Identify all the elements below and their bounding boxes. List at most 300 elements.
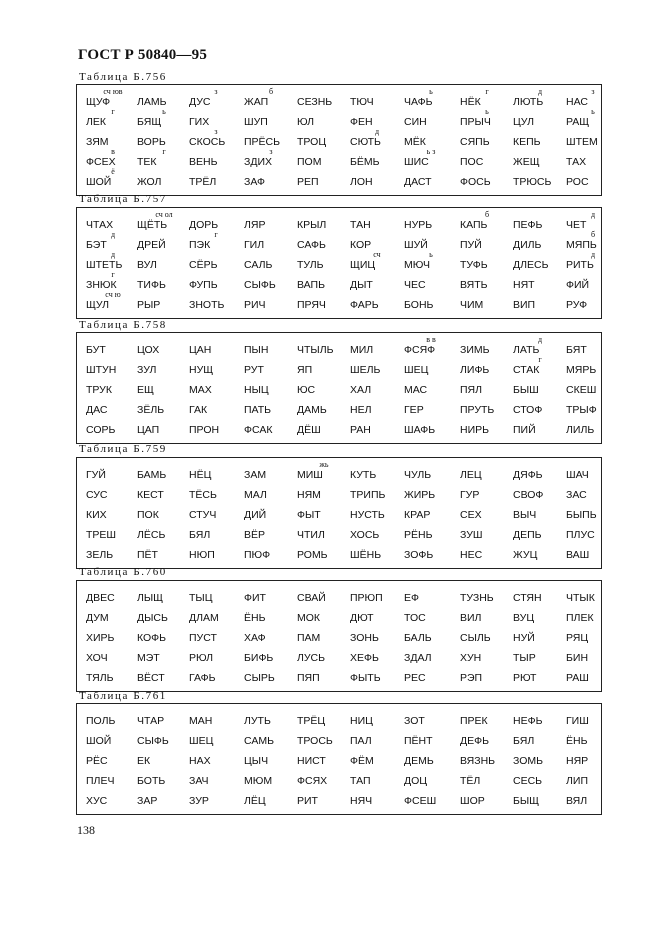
table-cell — [189, 584, 243, 604]
table-cell — [350, 271, 404, 291]
table-cell — [350, 664, 404, 684]
table-cell — [244, 521, 298, 541]
syllable-word: БЁМЬ — [350, 156, 380, 168]
table-cell — [86, 271, 140, 291]
table-cell — [350, 251, 404, 271]
table-row — [77, 787, 601, 807]
table-cell — [244, 148, 298, 168]
table-cell — [137, 727, 191, 747]
syllable-word: ЁНЬ — [566, 735, 588, 747]
syllable-word: БЯЩ — [137, 116, 162, 128]
table-row — [77, 128, 601, 148]
table-cell — [297, 664, 351, 684]
table-cell — [460, 644, 514, 664]
table-cell — [86, 624, 140, 644]
table-cell — [86, 584, 140, 604]
syllable-word: РАЩ — [566, 116, 590, 128]
table-row — [77, 291, 601, 311]
syllable-word: СЕСЬ — [513, 775, 543, 787]
table-cell — [513, 211, 567, 231]
table-cell — [513, 541, 567, 561]
table-cell — [460, 291, 514, 311]
table-cell — [86, 416, 140, 436]
table-cell — [189, 707, 243, 727]
syllable-word: ТУФЬ — [460, 259, 488, 271]
table-cell — [566, 727, 620, 747]
table-cell — [189, 271, 243, 291]
syllable-word: ФЕН — [350, 116, 373, 128]
table-cell — [137, 747, 191, 767]
table-cell — [460, 376, 514, 396]
syllable-word: БИН — [566, 652, 589, 664]
table-cell — [460, 336, 514, 356]
table-cell — [297, 521, 351, 541]
syllable-word: ДЕФЬ — [460, 735, 489, 747]
syllable-word: ВУЛ — [137, 259, 157, 271]
syllable-word: РАШ — [566, 672, 589, 684]
syllable-word: ПЫН — [244, 344, 269, 356]
table-cell — [189, 336, 243, 356]
syllable-word: ВОРЬ — [137, 136, 166, 148]
table-cell — [137, 231, 191, 251]
syllable-word: ДЛАМ — [189, 612, 219, 624]
table-cell — [189, 727, 243, 747]
table-cell — [350, 787, 404, 807]
table-cell — [86, 168, 140, 188]
table-cell — [189, 376, 243, 396]
table-cell — [137, 604, 191, 624]
syllable-word: НЯМ — [297, 489, 321, 501]
syllable-word: РЭП — [460, 672, 483, 684]
table-cell — [189, 644, 243, 664]
phonetic-mark: д — [110, 250, 116, 259]
table-caption: Таблица Б.758 — [79, 319, 167, 331]
syllable-word: ВАШ — [566, 549, 590, 561]
syllable-word: ДУС — [189, 96, 211, 108]
phonetic-mark: жь — [319, 460, 329, 469]
page-number: 138 — [77, 823, 95, 837]
table-cell — [297, 461, 351, 481]
syllable-word: НЯР — [566, 755, 589, 767]
syllable-word: ТОС — [404, 612, 426, 624]
table-cell — [566, 376, 620, 396]
table-cell — [460, 727, 514, 747]
table-cell — [513, 168, 567, 188]
table-cell — [297, 747, 351, 767]
syllable-word: ЧТАР — [137, 715, 165, 727]
table-cell — [297, 501, 351, 521]
table-cell — [566, 787, 620, 807]
table-cell — [189, 148, 243, 168]
table-cell — [86, 231, 140, 251]
table-cell — [189, 396, 243, 416]
syllable-word: ПЯЛ — [460, 384, 483, 396]
table-cell — [189, 416, 243, 436]
table-row — [77, 727, 601, 747]
table-cell — [244, 787, 298, 807]
syllable-word: ПЁТ — [137, 549, 158, 561]
syllable-word: БОНЬ — [404, 299, 434, 311]
table-cell — [460, 128, 514, 148]
table-cell — [86, 88, 140, 108]
syllable-word: МИЛ — [350, 344, 374, 356]
syllable-word: ТРЕШ — [86, 529, 117, 541]
table-row — [77, 584, 601, 604]
table-cell — [460, 211, 514, 231]
table-cell — [137, 336, 191, 356]
table-cell — [244, 271, 298, 291]
syllable-word: ТЫЦ — [189, 592, 213, 604]
syllable-word: ЛЁЦ — [244, 795, 266, 807]
syllable-word: СЫФЬ — [244, 279, 276, 291]
table-cell — [566, 541, 620, 561]
table-cell — [404, 128, 458, 148]
table-cell — [350, 707, 404, 727]
syllable-word: НАХ — [189, 755, 211, 767]
phonetic-mark: б — [590, 230, 596, 239]
syllable-word: ЗАФ — [244, 176, 265, 188]
table-cell — [566, 624, 620, 644]
syllable-word: ДРЕЙ — [137, 239, 166, 251]
syllable-word: РЕП — [297, 176, 319, 188]
table-cell — [86, 461, 140, 481]
syllable-word: КУТЬ — [350, 469, 377, 481]
syllable-word: СКОСЬ — [189, 136, 226, 148]
syllable-word: НУСТЬ — [350, 509, 385, 521]
table-cell — [244, 231, 298, 251]
table-cell — [404, 416, 458, 436]
table-cell — [297, 108, 351, 128]
phonetic-mark: ь — [162, 107, 166, 116]
syllable-word: ЗАМ — [244, 469, 267, 481]
table-cell — [86, 707, 140, 727]
syllable-word: ТРОСЬ — [297, 735, 333, 747]
table-cell — [350, 396, 404, 416]
table-cell — [460, 416, 514, 436]
table-row — [77, 644, 601, 664]
syllable-word: СЫЛЬ — [460, 632, 491, 644]
table-cell — [137, 624, 191, 644]
table-cell — [404, 501, 458, 521]
table-cell — [566, 251, 620, 271]
table-cell — [137, 211, 191, 231]
table-cell — [189, 291, 243, 311]
syllable-word: ЗУШ — [460, 529, 483, 541]
syllable-word: ПАТЬ — [244, 404, 272, 416]
table-cell — [513, 624, 567, 644]
syllable-word: ВЫЧ — [513, 509, 537, 521]
syllable-word: ЖИРЬ — [404, 489, 436, 501]
table-cell — [137, 148, 191, 168]
table-row — [77, 88, 601, 108]
phonetic-mark: в в — [426, 335, 436, 344]
syllable-word: ВУЦ — [513, 612, 535, 624]
syllable-word: ЧЕС — [404, 279, 426, 291]
syllable-word: ЗЯМ — [86, 136, 109, 148]
syllable-word: ТРОЦ — [297, 136, 327, 148]
table-cell — [350, 461, 404, 481]
syllable-word: НЯТ — [513, 279, 535, 291]
syllable-word: ВИП — [513, 299, 536, 311]
table-row — [77, 501, 601, 521]
table-cell — [350, 727, 404, 747]
table-cell — [513, 521, 567, 541]
syllable-word: ЗОФЬ — [404, 549, 434, 561]
table-cell — [297, 251, 351, 271]
table-row — [77, 108, 601, 128]
syllable-word: ДОРЬ — [189, 219, 219, 231]
syllable-word: НЕЛ — [350, 404, 372, 416]
table-cell — [404, 148, 458, 168]
syllable-word: МЭТ — [137, 652, 160, 664]
table-cell — [460, 541, 514, 561]
table-cell — [137, 787, 191, 807]
syllable-word: СЁРЬ — [189, 259, 218, 271]
table-cell — [244, 356, 298, 376]
table-cell — [513, 251, 567, 271]
table-cell — [513, 271, 567, 291]
table-row — [77, 231, 601, 251]
table-cell — [460, 168, 514, 188]
table-cell — [86, 481, 140, 501]
syllable-word: ЮЛ — [297, 116, 315, 128]
table-cell — [86, 727, 140, 747]
table-cell — [404, 624, 458, 644]
syllable-word: ПЛЕК — [566, 612, 594, 624]
table-cell — [86, 521, 140, 541]
syllable-word: БАМЬ — [137, 469, 167, 481]
table-cell — [513, 461, 567, 481]
table-row — [77, 396, 601, 416]
syllable-word: ПОЛЬ — [86, 715, 116, 727]
table-cell — [86, 501, 140, 521]
table-cell — [566, 664, 620, 684]
table-row — [77, 211, 601, 231]
table-cell — [513, 727, 567, 747]
syllable-word: ВИЛ — [460, 612, 482, 624]
syllable-word: ЛЕЦ — [460, 469, 482, 481]
table-cell — [137, 481, 191, 501]
syllable-word: БЫШ — [513, 384, 539, 396]
table-cell — [244, 416, 298, 436]
syllable-word: НЁК — [460, 96, 481, 108]
syllable-word: ЖОЛ — [137, 176, 162, 188]
table-cell — [86, 128, 140, 148]
syllable-word: ХЕФЬ — [350, 652, 379, 664]
syllable-word: ПУСТ — [189, 632, 217, 644]
syllable-word: РЯЦ — [566, 632, 589, 644]
table-cell — [350, 108, 404, 128]
table-cell — [566, 271, 620, 291]
syllable-word: МАС — [404, 384, 428, 396]
table-cell — [350, 541, 404, 561]
table-cell — [513, 291, 567, 311]
syllable-word: ПИЙ — [513, 424, 536, 436]
syllable-word: МАХ — [189, 384, 212, 396]
syllable-word: ГИШ — [566, 715, 589, 727]
syllable-word: ШОЙ — [86, 176, 112, 188]
syllable-word: ЗДИХ — [244, 156, 273, 168]
syllable-word: МАН — [189, 715, 213, 727]
syllable-word: СТАК — [513, 364, 540, 376]
syllable-word: БЯТ — [566, 344, 587, 356]
table-cell — [513, 584, 567, 604]
table-row — [77, 251, 601, 271]
syllable-word: ГИХ — [189, 116, 210, 128]
syllable-word: ХУН — [460, 652, 482, 664]
syllable-word: ГАФЬ — [189, 672, 216, 684]
syllable-word: ДВЕС — [86, 592, 115, 604]
syllable-word: ФСЕШ — [404, 795, 437, 807]
table-cell — [404, 767, 458, 787]
phonetic-mark: г — [162, 147, 166, 156]
table-cell — [86, 148, 140, 168]
table-cell — [297, 584, 351, 604]
syllable-word: ВЕНЬ — [189, 156, 218, 168]
table-cell — [297, 787, 351, 807]
syllable-word: ПОМ — [297, 156, 322, 168]
table-cell — [404, 231, 458, 251]
syllable-word: ПОС — [460, 156, 484, 168]
table-cell — [350, 521, 404, 541]
syllable-word: ФСЕХ — [86, 156, 116, 168]
table-cell — [137, 88, 191, 108]
syllable-word: ЧИМ — [460, 299, 484, 311]
table-cell — [350, 211, 404, 231]
syllable-word: ЧУЛЬ — [404, 469, 432, 481]
table-cell — [460, 148, 514, 168]
syllable-word: ПЛУС — [566, 529, 595, 541]
syllable-word: ЗНЮК — [86, 279, 117, 291]
syllable-word: ШЕЦ — [404, 364, 429, 376]
table-cell — [189, 624, 243, 644]
table-cell — [404, 664, 458, 684]
phonetic-mark: сч — [373, 250, 381, 259]
phonetic-mark: сч ол — [155, 210, 173, 219]
table-cell — [189, 231, 243, 251]
syllable-word: СТУЧ — [189, 509, 217, 521]
syllable-word: ШТЕМ — [566, 136, 598, 148]
syllable-word: ДЮТ — [350, 612, 374, 624]
table-cell — [513, 644, 567, 664]
phonetic-mark: ё — [111, 167, 115, 176]
phonetic-mark: б — [484, 210, 490, 219]
syllable-word: МЮМ — [244, 775, 273, 787]
syllable-word: ДАМЬ — [297, 404, 327, 416]
table-cell — [566, 396, 620, 416]
table-cell — [513, 396, 567, 416]
syllable-word: ЁНЬ — [244, 612, 266, 624]
table-cell — [566, 231, 620, 251]
syllable-word: ЛАМЬ — [137, 96, 167, 108]
syllable-word: БЫПЬ — [566, 509, 597, 521]
syllable-word: ДАСТ — [404, 176, 432, 188]
syllable-word: ДЫТ — [350, 279, 373, 291]
phonetic-mark: ь — [429, 250, 433, 259]
table-cell — [350, 481, 404, 501]
table-cell — [460, 787, 514, 807]
table-cell — [350, 501, 404, 521]
table-cell — [137, 541, 191, 561]
table-cell — [460, 604, 514, 624]
syllable-word: ЛЫЩ — [137, 592, 164, 604]
syllable-word: РИЧ — [244, 299, 266, 311]
table-row — [77, 461, 601, 481]
table-cell — [566, 88, 620, 108]
table-cell — [244, 727, 298, 747]
syllable-word: КОР — [350, 239, 372, 251]
syllable-word: НУЩ — [189, 364, 214, 376]
syllable-word: ПРЁСЬ — [244, 136, 281, 148]
table-cell — [244, 604, 298, 624]
table-cell — [566, 707, 620, 727]
table-cell — [350, 356, 404, 376]
syllable-word: ВЯТЬ — [460, 279, 488, 291]
table-cell — [350, 88, 404, 108]
syllable-word: РОМЬ — [297, 549, 328, 561]
syllable-word: БЫЩ — [513, 795, 540, 807]
syllable-word: ЧТИЛ — [297, 529, 325, 541]
table-cell — [350, 168, 404, 188]
table-cell — [404, 707, 458, 727]
syllable-word: БАЛЬ — [404, 632, 432, 644]
table-cell — [350, 767, 404, 787]
syllable-word: РИТЬ — [566, 259, 594, 271]
phonetic-mark: д — [374, 127, 380, 136]
table-cell — [566, 291, 620, 311]
table-cell — [189, 541, 243, 561]
syllable-word: РЕС — [404, 672, 426, 684]
syllable-word: ШТУН — [86, 364, 117, 376]
syllable-word: ЛОН — [350, 176, 373, 188]
syllable-word: ЛУТЬ — [244, 715, 271, 727]
syllable-word: МАЛ — [244, 489, 267, 501]
syllable-word: ПРОН — [189, 424, 220, 436]
table-row — [77, 747, 601, 767]
table-row — [77, 481, 601, 501]
table-cell — [297, 291, 351, 311]
syllable-word: ТАП — [350, 775, 371, 787]
table-cell — [189, 128, 243, 148]
phonetic-mark: в — [111, 147, 115, 156]
syllable-word: ЕЩ — [137, 384, 154, 396]
syllable-word: КЕПЬ — [513, 136, 541, 148]
table-cell — [566, 584, 620, 604]
phonetic-mark: сч юв — [103, 87, 123, 96]
syllable-word: ТРЮСЬ — [513, 176, 552, 188]
syllable-word: ШУП — [244, 116, 268, 128]
syllable-word: ЖЕЩ — [513, 156, 540, 168]
syllable-word: НИЦ — [350, 715, 373, 727]
table-cell — [460, 767, 514, 787]
syllable-word: ВЯЛ — [566, 795, 588, 807]
table-cell — [566, 356, 620, 376]
table-cell — [404, 291, 458, 311]
table-cell — [460, 251, 514, 271]
table-cell — [513, 707, 567, 727]
table-caption: Таблица Б.759 — [79, 443, 167, 455]
table-cell — [513, 88, 567, 108]
table-caption: Таблица Б.756 — [79, 71, 167, 83]
word-table — [76, 703, 602, 815]
syllable-word: ДИЙ — [244, 509, 267, 521]
table-cell — [137, 128, 191, 148]
table-cell — [350, 644, 404, 664]
syllable-word: СВОФ — [513, 489, 544, 501]
syllable-word: ЛАТЬ — [513, 344, 540, 356]
phonetic-mark: б — [268, 87, 274, 96]
table-cell — [189, 664, 243, 684]
